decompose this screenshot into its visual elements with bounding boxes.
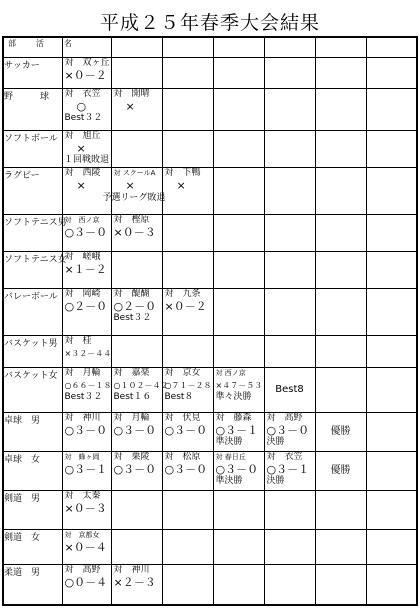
opponent: 対 九条: [164, 288, 201, 299]
score: ○３－０: [164, 424, 208, 438]
opponent: 対 開晴: [113, 88, 150, 99]
opponent: 対 松原: [164, 452, 201, 463]
opponent: 対 桂: [64, 335, 92, 346]
match-result-cell: [213, 413, 264, 452]
opponent: 対 京女: [164, 368, 201, 379]
match-result-cell: [111, 413, 162, 452]
club-name: 柔道 男: [3, 564, 62, 605]
match-result-cell: [162, 288, 213, 335]
match-result-cell: [62, 368, 111, 413]
empty-cell: [111, 529, 162, 564]
empty-cell: [366, 168, 417, 215]
result-note: 決勝: [266, 437, 285, 448]
score: ×: [76, 142, 86, 156]
empty-cell: [111, 251, 162, 288]
match-result-cell: 優勝: [315, 413, 366, 452]
empty-cell: [213, 168, 264, 215]
empty-cell: [162, 131, 213, 168]
score: ×: [76, 179, 86, 193]
result-note: Best３２: [64, 112, 103, 123]
match-result-cell: [213, 368, 264, 413]
empty-cell: [264, 131, 315, 168]
table-row: [3, 131, 417, 168]
table-row: [3, 452, 417, 491]
score: ○２－０: [64, 299, 108, 313]
opponent: 対 西ノ京: [64, 216, 100, 225]
result-note: 準々決勝: [215, 392, 252, 403]
empty-cell: [315, 288, 366, 335]
empty-cell: [366, 529, 417, 564]
empty-cell: [213, 57, 264, 88]
opponent: 対 嵯峨: [64, 251, 101, 262]
club-name: ソフトテニス男: [3, 215, 62, 252]
empty-cell: [162, 564, 213, 605]
empty-cell: [213, 88, 264, 131]
empty-cell: [366, 335, 417, 368]
match-result-cell: [111, 452, 162, 491]
score: ○２－０: [113, 299, 157, 313]
club-name: 野 球: [3, 88, 62, 131]
club-header: 部 活 名: [3, 37, 62, 57]
club-name: ラグビー: [3, 168, 62, 215]
opponent: 対 蜂ヶ岡: [64, 453, 100, 462]
match-result-cell: [162, 413, 213, 452]
table-row: [3, 288, 417, 335]
match-result-cell: [111, 368, 169, 413]
header-empty-cell: [315, 37, 366, 57]
table-row: [3, 57, 417, 88]
match-result-cell: 優勝: [315, 452, 366, 491]
empty-cell: [366, 490, 417, 529]
opponent: 対 栗陵: [113, 452, 150, 463]
header-empty-cell: [366, 37, 417, 57]
empty-cell: [366, 368, 417, 413]
opponent: 対 醍醐: [113, 288, 150, 299]
score: ○３－０: [164, 463, 208, 477]
match-result-cell: [111, 215, 162, 252]
club-name: サッカー: [3, 57, 62, 88]
score: ×０－２: [164, 299, 207, 313]
table-row: [3, 490, 417, 529]
match-result-cell: [62, 452, 111, 491]
opponent: 対 スクールA: [113, 169, 156, 178]
match-result-cell: [162, 368, 213, 413]
score: ○３－１: [64, 463, 108, 477]
result-note: １回戦敗退: [63, 155, 109, 166]
score: ○３－０: [64, 424, 108, 438]
empty-cell: [213, 251, 264, 288]
empty-cell: [366, 288, 417, 335]
score: ○１０２－４２: [113, 381, 169, 391]
opponent: 対 月輪: [64, 368, 101, 379]
score: ○３－０: [113, 424, 157, 438]
result-note: 準決勝: [215, 476, 243, 487]
table-header-row: [3, 37, 417, 57]
table-row: [3, 413, 417, 452]
match-result-cell: [62, 564, 111, 605]
match-result-cell: [62, 288, 111, 335]
row-note: 予選リーグ敗退: [102, 193, 166, 204]
match-result-cell: [62, 131, 111, 168]
opponent: 対 太秦: [64, 490, 101, 501]
empty-cell: [162, 490, 213, 529]
match-result-cell: [62, 490, 111, 529]
score: ○３－０: [113, 463, 157, 477]
club-name: 剣道 女: [3, 529, 62, 564]
empty-cell: [315, 529, 366, 564]
page-title: 平成２５年春季大会結果: [99, 12, 320, 34]
opponent: 対 衣笠: [266, 452, 303, 463]
empty-cell: [162, 57, 213, 88]
opponent: 対 京都女: [64, 530, 100, 539]
empty-cell: [366, 564, 417, 605]
score: ○３－０: [215, 463, 259, 477]
header-empty-cell: [264, 37, 315, 57]
score: ○３－１: [266, 463, 310, 477]
empty-cell: [315, 490, 366, 529]
opponent: 対 西ノ京: [215, 369, 246, 378]
empty-cell: [162, 88, 213, 131]
score: ○７１－２８: [164, 381, 212, 391]
empty-cell: [315, 368, 366, 413]
match-result-cell: [213, 452, 264, 491]
score: ×０－４: [64, 540, 107, 554]
club-name: バレーボール: [3, 288, 62, 335]
score: ×４７－５３: [215, 381, 263, 391]
empty-cell: [213, 215, 264, 252]
empty-cell: [315, 251, 366, 288]
score: ×３２－４４: [64, 348, 112, 358]
opponent: 対 藤森: [215, 413, 252, 424]
score: ×１－２: [64, 262, 107, 276]
match-result-cell: [162, 168, 213, 215]
match-result-cell: [111, 564, 162, 605]
empty-cell: [213, 529, 264, 564]
empty-cell: [162, 335, 213, 368]
score: ○３－１: [215, 424, 259, 438]
table-row: [3, 168, 417, 215]
match-result-cell: [264, 413, 315, 452]
empty-cell: [315, 57, 366, 88]
empty-cell: [366, 57, 417, 88]
table-row: [3, 368, 417, 413]
table-row: [3, 88, 417, 131]
empty-cell: [162, 251, 213, 288]
empty-cell: [111, 335, 162, 368]
result-note: Best３２: [113, 312, 152, 323]
header-empty-cell: [162, 37, 213, 57]
empty-cell: [213, 288, 264, 335]
empty-cell: [213, 335, 264, 368]
score: ×０－３: [64, 501, 107, 515]
empty-cell: [264, 490, 315, 529]
match-result-cell: [111, 88, 162, 131]
empty-cell: [111, 57, 162, 88]
empty-cell: [111, 131, 162, 168]
match-result-cell: [111, 168, 162, 215]
empty-cell: [264, 251, 315, 288]
match-result-cell: [62, 215, 111, 252]
opponent: 対 双ヶ丘: [64, 57, 110, 68]
club-name: 剣道 男: [3, 490, 62, 529]
table-row: [3, 564, 417, 605]
result-note: Best３２: [64, 392, 103, 403]
empty-cell: [264, 57, 315, 88]
match-result-cell: [111, 288, 162, 335]
table-row: [3, 251, 417, 288]
table-row: [3, 335, 417, 368]
opponent: 対 神川: [64, 413, 101, 424]
club-name: 卓球 女: [3, 452, 62, 491]
empty-cell: [366, 413, 417, 452]
match-result-cell: [62, 251, 111, 288]
opponent: 対 嘉楽: [113, 368, 150, 379]
score: ×: [125, 179, 135, 193]
empty-cell: [264, 215, 315, 252]
match-result-cell: [62, 57, 111, 88]
score: ○０－４: [64, 575, 108, 589]
empty-cell: [315, 131, 366, 168]
club-name: 卓球 男: [3, 413, 62, 452]
empty-cell: [315, 88, 366, 131]
score: ×: [176, 179, 186, 193]
opponent: 対 伏見: [164, 413, 201, 424]
empty-cell: [366, 452, 417, 491]
result-note: 準決勝: [215, 437, 243, 448]
score: ○３－０: [64, 226, 108, 240]
table-row: [3, 215, 417, 252]
opponent: 対 高野: [64, 564, 101, 575]
empty-cell: [162, 215, 213, 252]
empty-cell: [315, 168, 366, 215]
empty-cell: [264, 529, 315, 564]
empty-cell: [366, 88, 417, 131]
results-table: [2, 36, 418, 606]
empty-cell: [162, 529, 213, 564]
empty-cell: [264, 564, 315, 605]
header-empty-cell: [213, 37, 264, 57]
empty-cell: [315, 215, 366, 252]
opponent: 対 西陵: [64, 168, 101, 179]
empty-cell: [315, 335, 366, 368]
empty-cell: [111, 490, 162, 529]
empty-cell: [264, 88, 315, 131]
empty-cell: [213, 564, 264, 605]
opponent: 対 旭丘: [64, 131, 101, 142]
empty-cell: [213, 131, 264, 168]
result-note: Best８: [164, 392, 194, 403]
match-result-cell: [264, 452, 315, 491]
club-name: バスケット女: [3, 368, 62, 413]
result-note: Best１６: [113, 392, 152, 403]
opponent: 対 月輪: [113, 413, 150, 424]
score: ○: [76, 99, 87, 113]
score: ×２－３: [113, 575, 156, 589]
opponent: 対 衣笠: [64, 88, 101, 99]
score: ×０－２: [64, 68, 107, 82]
empty-cell: [366, 131, 417, 168]
result-note: 決勝: [266, 476, 285, 487]
score: ×: [125, 99, 135, 113]
empty-cell: [315, 564, 366, 605]
table-row: [3, 529, 417, 564]
match-result-cell: [62, 335, 111, 368]
opponent: 対 高野: [266, 413, 303, 424]
opponent: 対 樫原: [113, 215, 150, 226]
empty-cell: [264, 335, 315, 368]
empty-cell: [213, 490, 264, 529]
empty-cell: [366, 215, 417, 252]
score: ○６６－１８: [64, 381, 112, 391]
club-name: ソフトボール: [3, 131, 62, 168]
opponent: 対 下鴨: [164, 168, 201, 179]
empty-cell: [264, 288, 315, 335]
match-result-cell: [162, 452, 213, 491]
match-result-cell: Best8: [264, 368, 315, 413]
opponent: 対 春日丘: [215, 453, 246, 462]
club-name: ソフトテニス女: [3, 251, 62, 288]
score: ○３－０: [266, 424, 310, 438]
match-result-cell: [62, 529, 111, 564]
opponent: 対 神川: [113, 564, 150, 575]
opponent: 対 岡崎: [64, 288, 101, 299]
header-empty-cell: [111, 37, 162, 57]
empty-cell: [366, 251, 417, 288]
match-result-cell: [62, 413, 111, 452]
club-name: バスケット男: [3, 335, 62, 368]
match-result-cell: [62, 88, 111, 131]
empty-cell: [264, 168, 315, 215]
score: ×０－３: [113, 226, 156, 240]
